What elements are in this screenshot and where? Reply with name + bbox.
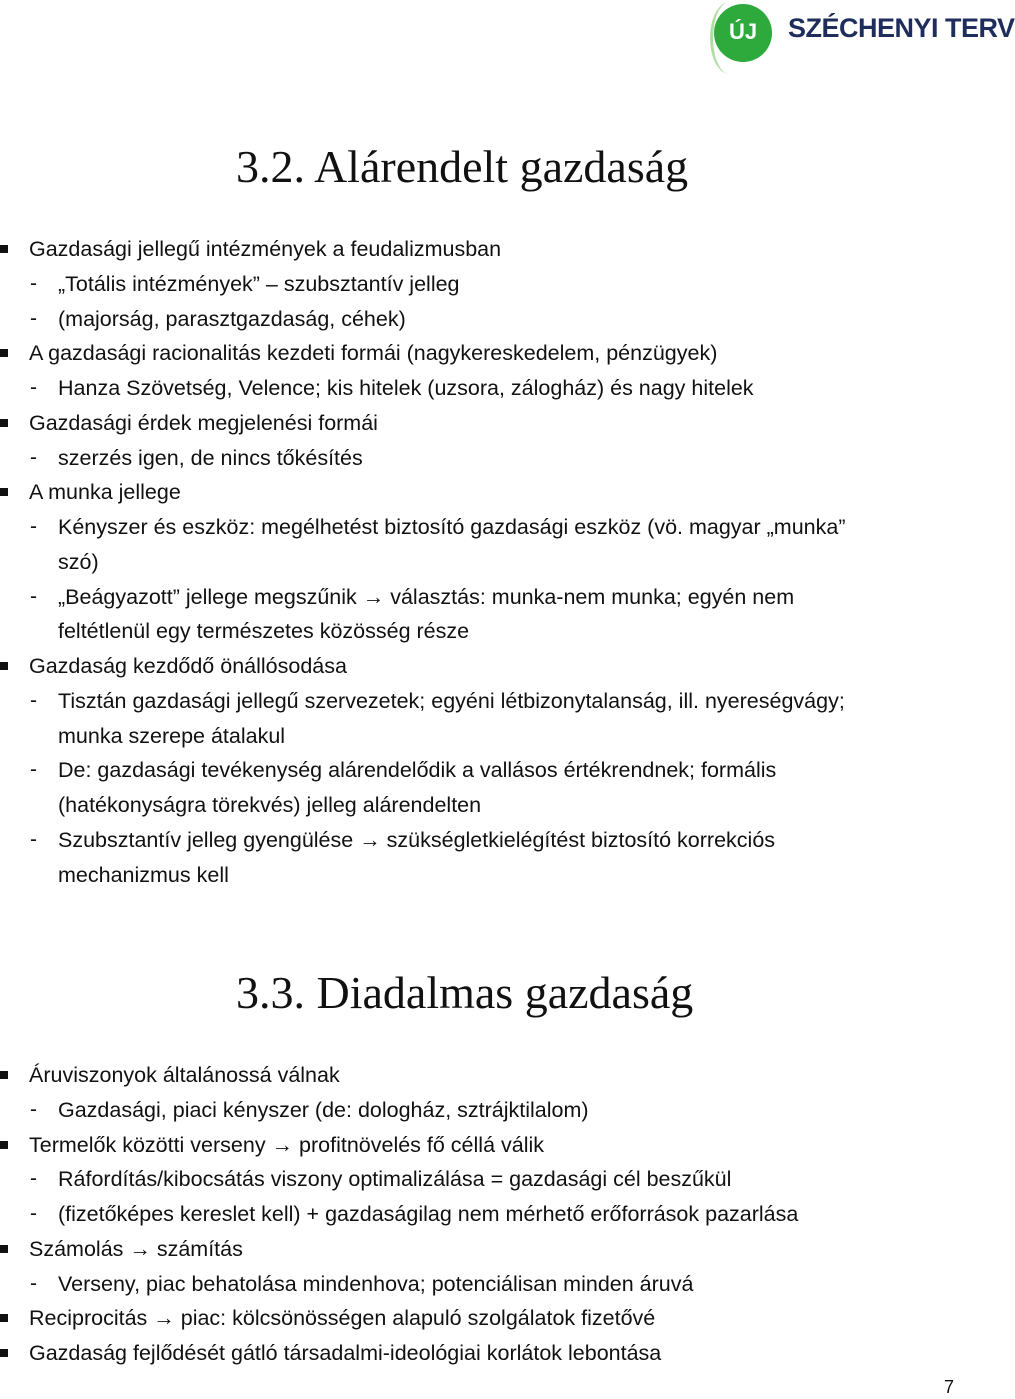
square-bullet-icon xyxy=(0,488,8,496)
dash-marker-icon: - xyxy=(30,758,37,782)
item-text: (hatékonyságra törekvés) jelleg alárendelten xyxy=(58,793,482,817)
item-text: Gazdasági érdek megjelenési formái xyxy=(29,410,378,435)
page-number: 7 xyxy=(944,1377,955,1397)
dash-marker-icon: - xyxy=(30,1167,37,1191)
dash-item xyxy=(0,823,960,857)
bullet-item xyxy=(0,406,960,440)
dash-marker-icon: - xyxy=(30,1271,37,1295)
bullet-item xyxy=(0,1128,960,1162)
dash-marker-icon: - xyxy=(30,445,37,469)
item-text: Számolás → számítás xyxy=(29,1236,243,1261)
dash-marker-icon: - xyxy=(30,827,37,851)
section-title-3-2: 3.2. Alárendelt gazdaság xyxy=(236,141,689,192)
item-text: Reciprocitás → piac: kölcsönösségen alapuló szolgálatok fizetővé xyxy=(29,1306,656,1331)
dash-item xyxy=(0,302,960,336)
item-text: A munka jellege xyxy=(29,480,181,505)
square-bullet-icon xyxy=(0,1141,8,1149)
bullet-item xyxy=(0,649,960,683)
item-text: munka szerepe átalakul xyxy=(58,723,286,748)
square-bullet-icon xyxy=(0,1349,8,1357)
item-text: Áruviszonyok általánossá válnak xyxy=(29,1063,340,1087)
dash-item xyxy=(0,441,960,475)
item-text: Gazdaság fejlődését gátló társadalmi-ideológiai korlátok lebontása xyxy=(29,1341,662,1365)
item-text: Gazdaság kezdődő önállósodása xyxy=(29,654,347,678)
logo-brand-text: SZÉCHENYI TERV xyxy=(788,13,1015,43)
bullet-item xyxy=(0,475,960,509)
dash-item xyxy=(0,1267,960,1301)
bullet-item xyxy=(0,1336,960,1370)
item-text: szerzés igen, de nincs tőkésítés xyxy=(58,445,363,470)
item-text: „Totális intézmények” – szubsztantív jelleg xyxy=(58,271,460,296)
item-text: Gazdasági, piaci kényszer (de: dologház, sztrájktilalom) xyxy=(58,1097,589,1122)
szechenyi-terv-logo xyxy=(710,0,1015,78)
item-text: Termelők közötti verseny → profitnövelés fő céllá válik xyxy=(29,1132,545,1157)
square-bullet-icon xyxy=(0,349,8,357)
dash-marker-icon: - xyxy=(30,1202,37,1225)
dash-item xyxy=(0,1162,960,1196)
dash-item xyxy=(0,684,960,718)
dash-marker-icon: - xyxy=(30,688,37,712)
item-text: A gazdasági racionalitás kezdeti formái (nagykereskedelem, pénzügyek) xyxy=(29,341,718,366)
item-text: Gazdasági jellegű intézmények a feudalizmusban xyxy=(29,237,502,261)
continuation-line xyxy=(0,614,960,648)
item-text: „Beágyazott” jellege megszűnik → választás: munka-nem munka; egyén nem xyxy=(58,584,795,609)
item-text: De: gazdasági tevékenység alárendelődik a vallásos értékrendnek; formális xyxy=(58,758,777,783)
item-text: Hanza Szövetség, Velence; kis hitelek (uzsora, zálogház) és nagy hitelek xyxy=(58,376,754,400)
continuation-line xyxy=(0,858,960,892)
dash-item xyxy=(0,1197,960,1231)
square-bullet-icon xyxy=(0,419,8,427)
dash-marker-icon: - xyxy=(30,1097,37,1121)
square-bullet-icon xyxy=(0,245,8,253)
dash-marker-icon: - xyxy=(30,306,37,330)
item-text: Szubsztantív jelleg gyengülése → szükségletkielégítést biztosító korrekciós xyxy=(58,827,776,852)
dash-item xyxy=(0,267,960,301)
dash-marker-icon: - xyxy=(30,376,37,399)
bullet-item xyxy=(0,1058,960,1092)
item-text: (majorság, parasztgazdaság, céhek) xyxy=(58,306,406,331)
item-text: Kényszer és eszköz: megélhetést biztosító gazdasági eszköz (vö. magyar „munka” xyxy=(58,515,846,539)
continuation-line xyxy=(0,545,960,579)
continuation-line xyxy=(0,719,960,753)
bullet-item xyxy=(0,1232,960,1266)
item-text: (fizetőképes kereslet kell) + gazdaságilag nem mérhető erőforrások pazarlása xyxy=(58,1202,799,1226)
continuation-line xyxy=(0,788,960,822)
dash-marker-icon: - xyxy=(30,515,37,538)
item-text: feltétlenül egy természetes közösség része xyxy=(58,619,470,644)
dash-item xyxy=(0,1093,960,1127)
item-text: Ráfordítás/kibocsátás viszony optimalizálása = gazdasági cél beszűkül xyxy=(58,1167,732,1192)
dash-item xyxy=(0,753,960,787)
square-bullet-icon xyxy=(0,1245,8,1253)
section-title-3-3: 3.3. Diadalmas gazdaság xyxy=(236,967,694,1018)
square-bullet-icon xyxy=(0,1071,8,1079)
dash-marker-icon: - xyxy=(30,584,37,608)
logo-badge-text: ÚJ xyxy=(728,19,758,44)
dash-marker-icon: - xyxy=(30,271,37,295)
square-bullet-icon xyxy=(0,662,8,670)
item-text: szó) xyxy=(58,549,99,574)
dash-item xyxy=(0,580,960,614)
item-text: Verseny, piac behatolása mindenhova; potenciálisan minden áruvá xyxy=(58,1271,694,1296)
bullet-item xyxy=(0,232,960,266)
logo-badge xyxy=(714,4,772,62)
item-text: mechanizmus kell xyxy=(58,862,229,887)
item-text: Tisztán gazdasági jellegű szervezetek; egyéni létbizonytalanság, ill. nyereségvágy; xyxy=(58,688,845,713)
bullet-item xyxy=(0,336,960,370)
dash-item xyxy=(0,371,960,405)
square-bullet-icon xyxy=(0,1314,8,1322)
bullet-item xyxy=(0,1301,960,1335)
dash-item xyxy=(0,510,960,544)
